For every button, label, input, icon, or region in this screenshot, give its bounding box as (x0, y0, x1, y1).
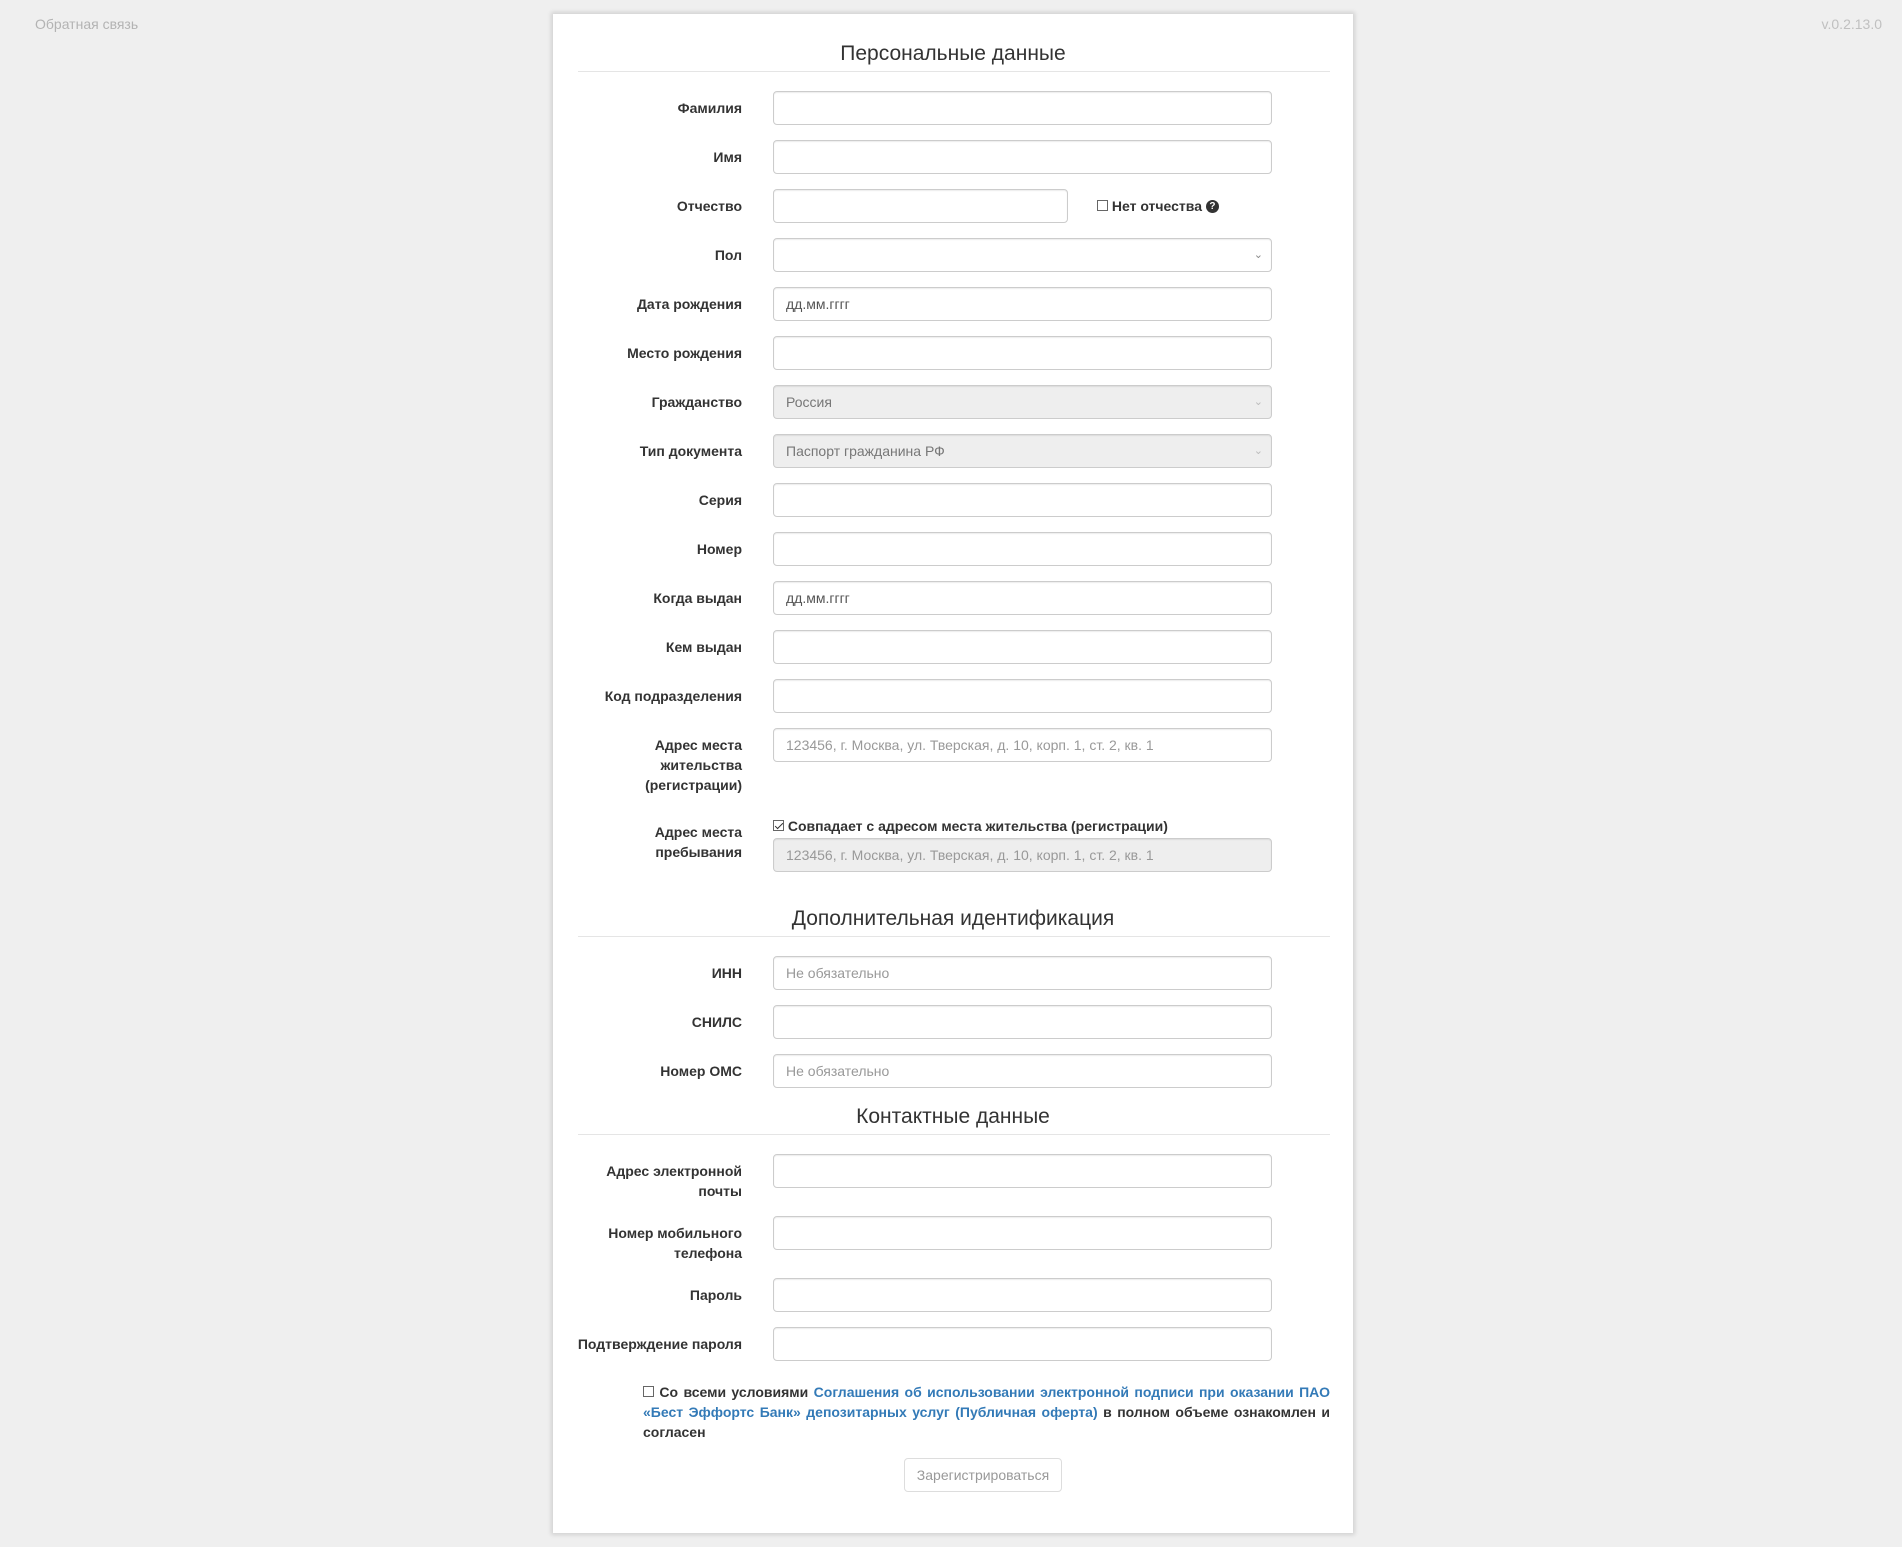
no-middle-name-checkbox-group[interactable] (1097, 196, 1219, 216)
birth-place-input[interactable] (773, 336, 1272, 370)
same-address-checkbox-group[interactable] (773, 816, 1168, 836)
agreement-block (643, 1382, 1330, 1442)
label-issued-date: Когда выдан (653, 590, 742, 606)
first-name-input[interactable] (773, 140, 1272, 174)
label-doc-type: Тип документа (639, 443, 742, 459)
section-title-additional: Дополнительная идентификация (791, 907, 1115, 930)
doc-type-value: Паспорт гражданина РФ (786, 443, 945, 459)
oms-input[interactable] (773, 1054, 1272, 1088)
agreement-link[interactable]: Соглашения об использовании электронной подписи при оказании ПАО «Бест Эффортс Банк» депозитарных услуг (Публичная оферта) (643, 1384, 1330, 1420)
chevron-down-icon: ⌄ (1253, 396, 1263, 408)
agreement-checkbox[interactable] (643, 1386, 654, 1397)
label-gender: Пол (714, 247, 742, 263)
gender-select[interactable] (773, 238, 1272, 272)
question-circle-icon[interactable]: ? (1206, 200, 1219, 213)
label-citizenship: Гражданство (651, 394, 742, 410)
middle-name-input[interactable] (773, 189, 1068, 223)
series-input[interactable] (773, 483, 1272, 517)
no-middle-name-checkbox[interactable] (1097, 200, 1108, 211)
label-email: Адрес электронной почты (606, 1163, 742, 1199)
label-dept-code: Код подразделения (604, 688, 742, 704)
issued-date-placeholder: дд.мм.гггг (786, 590, 850, 606)
chevron-down-icon: ⌄ (1253, 445, 1263, 457)
label-password-confirm: Подтверждение пароля (577, 1336, 742, 1352)
birth-date-placeholder: дд.мм.гггг (786, 296, 850, 312)
last-name-input[interactable] (773, 91, 1272, 125)
stay-address-input[interactable] (773, 838, 1272, 872)
password-input[interactable] (773, 1278, 1272, 1312)
label-birth-date: Дата рождения (636, 296, 742, 312)
section-divider (578, 1134, 1330, 1135)
label-middle-name: Отчество (676, 198, 742, 214)
citizenship-value: Россия (786, 394, 832, 410)
label-password: Пароль (689, 1287, 742, 1303)
same-address-label: Совпадает с адресом места жительства (регистрации) (787, 818, 1168, 834)
phone-input[interactable] (773, 1216, 1272, 1250)
citizenship-select[interactable] (773, 385, 1272, 419)
register-button[interactable]: Зарегистрироваться (904, 1458, 1062, 1492)
section-divider (578, 71, 1330, 72)
label-first-name: Имя (713, 149, 742, 165)
oms-placeholder: Не обязательно (786, 1063, 890, 1079)
inn-input[interactable] (773, 956, 1272, 990)
label-last-name: Фамилия (677, 100, 742, 116)
birth-date-input[interactable] (773, 287, 1272, 321)
reg-address-placeholder: 123456, г. Москва, ул. Тверская, д. 10, корп. 1, ст. 2, кв. 1 (786, 737, 1154, 753)
dept-code-input[interactable] (773, 679, 1272, 713)
version-label: v.0.2.13.0 (1821, 16, 1882, 32)
section-title-personal: Персональные данные (840, 42, 1066, 65)
label-issued-by: Кем выдан (665, 639, 742, 655)
section-divider (578, 936, 1330, 937)
label-snils: СНИЛС (691, 1014, 742, 1030)
reg-address-input[interactable] (773, 728, 1272, 762)
label-reg-address: Адрес места жительства (регистрации) (645, 737, 742, 793)
label-stay-address: Адрес места пребывания (654, 824, 742, 860)
doc-type-select[interactable] (773, 434, 1272, 468)
label-number: Номер (696, 541, 742, 557)
password-confirm-input[interactable] (773, 1327, 1272, 1361)
snils-input[interactable] (773, 1005, 1272, 1039)
same-address-checkbox[interactable] (773, 820, 784, 831)
stay-address-placeholder: 123456, г. Москва, ул. Тверская, д. 10, корп. 1, ст. 2, кв. 1 (786, 847, 1154, 863)
agreement-prefix: Со всеми условиями (659, 1384, 809, 1400)
issued-by-input[interactable] (773, 630, 1272, 664)
label-phone: Номер мобильного телефона (608, 1225, 742, 1261)
label-oms: Номер ОМС (660, 1063, 742, 1079)
no-middle-name-label: Нет отчества (1111, 198, 1202, 214)
section-title-contacts: Контактные данные (856, 1105, 1050, 1128)
email-input[interactable] (773, 1154, 1272, 1188)
number-input[interactable] (773, 532, 1272, 566)
registration-form (553, 14, 1353, 1533)
inn-placeholder: Не обязательно (786, 965, 890, 981)
feedback-link[interactable]: Обратная связь (35, 16, 139, 32)
label-birth-place: Место рождения (627, 345, 742, 361)
label-inn: ИНН (711, 965, 742, 981)
issued-date-input[interactable] (773, 581, 1272, 615)
agreement-suffix: в полном объеме ознакомлен и согласен (643, 1404, 1331, 1440)
label-series: Серия (698, 492, 742, 508)
chevron-down-icon: ⌄ (1253, 249, 1263, 261)
